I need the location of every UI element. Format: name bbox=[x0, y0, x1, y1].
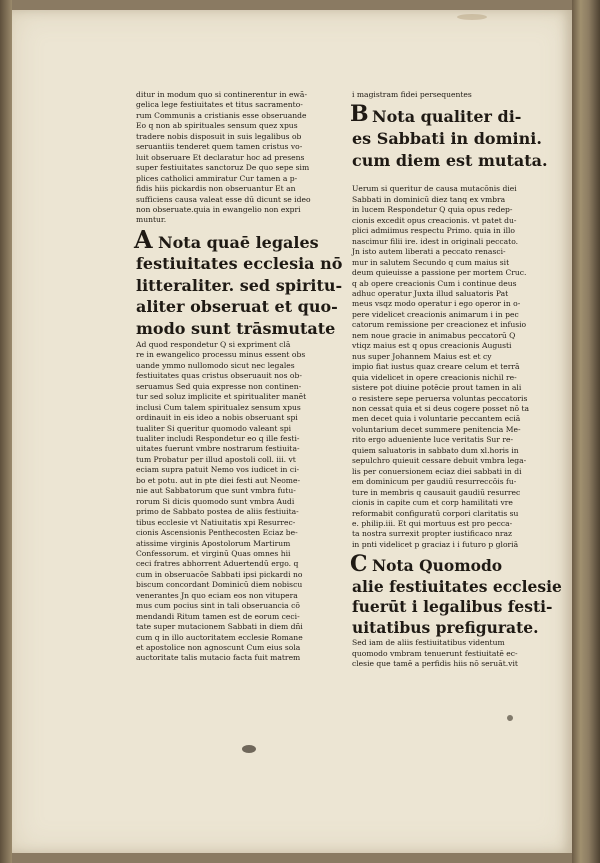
text-line: sistere pot diuine potēcie prout tamen in ali bbox=[352, 383, 522, 393]
text-line: Ad quod respondetur Q si expriment clā bbox=[136, 339, 291, 349]
heading-line: cum diem est mutata. bbox=[352, 151, 548, 171]
text-line: tualiter Si queritur quomodo valeant spi bbox=[136, 423, 292, 433]
text-line: in lucem Respondetur Q quia opus redep- bbox=[352, 205, 513, 215]
text-line: Jn isto autem liberati a peccato renasci- bbox=[352, 247, 506, 257]
text-line: cionis excedit opus creacionis. vt patet du- bbox=[352, 215, 517, 225]
text-line: vtiqz maius est q opus creacionis Augusti bbox=[352, 341, 512, 351]
text-line: tur sed soluz implicite et spiritualiter manēt bbox=[136, 392, 307, 402]
text-line: venerantes Jn quo eciam eos non vitupera bbox=[136, 590, 298, 600]
right-section-heading-1 bbox=[350, 101, 567, 178]
text-line: Uerum si queritur de causa mutacōnis diei bbox=[352, 184, 517, 194]
heading-line: es Sabbati in domini. bbox=[352, 129, 542, 149]
text-line: ceci fratres abhorrent Aduertendū ergo. q bbox=[136, 559, 299, 569]
right-lead-line-text: i magistram fidei persequentes bbox=[352, 90, 472, 99]
text-line: luit obseruare Et declaratur hoc ad presens bbox=[136, 152, 305, 162]
text-line: impio fiat iustus quaz creare celum et terrā bbox=[352, 362, 520, 372]
text-line: sufficiens causa valeat esse dū dicunt se ideo bbox=[136, 194, 311, 204]
text-line: tradere nobis disposuit in suis legalibus ob bbox=[136, 131, 302, 141]
right-paragraph-1 bbox=[352, 184, 567, 550]
facing-leaf-edge bbox=[0, 0, 12, 863]
text-line: biscum concordant Dominicū diem nobiscu bbox=[136, 580, 303, 590]
text-line: eciam supra patuit Nemo vos iudicet in ci- bbox=[136, 465, 300, 475]
initial-letter-c: C bbox=[350, 551, 368, 578]
text-line: Sabbati in dominicū diez tanq ex vmbra bbox=[352, 194, 506, 204]
book-page bbox=[12, 10, 572, 853]
text-line: pere videlicet creacionis animarum i in pec bbox=[352, 309, 519, 319]
text-line: rum Communis a cristianis esse obseruande bbox=[136, 110, 307, 120]
initial-letter-b: B bbox=[350, 101, 369, 128]
text-line: seruamus Sed quia expresse non continen- bbox=[136, 381, 302, 391]
text-line: nem noue gracie in animabus peccatorū Q bbox=[352, 330, 516, 340]
text-line: reformabit configuratū corpori claritatis su bbox=[352, 508, 519, 518]
text-line: o resistere sepe peruersa voluntas peccatoris bbox=[352, 393, 528, 403]
text-line: sepulchro quieuit cessare debuit vmbra lega- bbox=[352, 456, 527, 466]
text-line: super festiuitates sanctoruz De quo sepe sim bbox=[136, 163, 310, 173]
text-line: festiuitates quas cristus obseruauit nos ob- bbox=[136, 371, 302, 381]
text-line: deum quieuisse a passione per mortem Cruc. bbox=[352, 268, 527, 278]
heading-line: Nota Quomodo bbox=[372, 556, 503, 576]
text-line: uande ymmo nullomodo sicut nec legales bbox=[136, 360, 295, 370]
text-line: re in ewangelico processu minus essent obs bbox=[136, 350, 306, 360]
text-line: men decet quia i voluntarie peccantem eciā bbox=[352, 414, 521, 424]
text-line: primo de Sabbato postea de aliis festiuita- bbox=[136, 507, 299, 517]
right-lead-line bbox=[352, 90, 567, 100]
heading-line: Nota quaē legales bbox=[158, 232, 319, 252]
text-line: q ab opere creacionis Cum i continue deus bbox=[352, 278, 517, 288]
text-line: fidis hiis pickardis non obseruantur Et an bbox=[136, 184, 296, 194]
heading-line: modo sunt trāsmutate bbox=[136, 318, 336, 338]
text-line: nus super Johannem Maius est et cy bbox=[352, 351, 492, 361]
heading-line: litteraliter. sed spiritu- bbox=[136, 275, 343, 295]
paper-stain bbox=[457, 14, 487, 20]
heading-line: aliter obseruat et quo- bbox=[136, 297, 338, 317]
text-line: non obseruate.quia in ewangelio non expri bbox=[136, 204, 301, 214]
text-line: ditur in modum quo si continerentur in ewã- bbox=[136, 90, 308, 99]
text-line: bo et potu. aut in pte diei festi aut Neome- bbox=[136, 475, 301, 485]
text-line: tualiter includi Respondetur eo q ille festi- bbox=[136, 433, 300, 443]
text-line: rito ergo adueniente luce veritatis Sur re- bbox=[352, 435, 514, 445]
right-column bbox=[352, 90, 567, 670]
text-line: gelica lege festiuitates et titus sacramento- bbox=[136, 100, 303, 110]
text-line: cionis Ascensionis Penthecosten Eciaz be- bbox=[136, 528, 298, 538]
ink-blot bbox=[242, 745, 256, 753]
text-line: cum q in illo auctoritatem ecclesie Romane bbox=[136, 632, 303, 642]
text-line: muntur. bbox=[136, 215, 167, 225]
text-line: quiem saluatoris in sabbato dum xl.horis in bbox=[352, 445, 519, 455]
text-line: Confessorum. et virginū Quas omnes hii bbox=[136, 548, 291, 558]
text-line: in pnti videlicet p graciaz i i futuro p gloriā bbox=[352, 539, 519, 549]
text-line: Eo q non ab spirituales sensum quez xpus bbox=[136, 121, 298, 131]
text-line: mur in salutem Secundo q cum maius sit bbox=[352, 257, 510, 267]
text-line: et apostolice non agnoscunt Cum eius sola bbox=[136, 643, 301, 653]
heading-line: fuerūt i legalibus festi- bbox=[352, 597, 553, 617]
text-line: quomodo vmbram tenuerunt festiuitatē ec- bbox=[352, 648, 518, 658]
left-section-heading bbox=[134, 224, 356, 340]
text-line: mendandi Ritum tamen est de eorum ceci- bbox=[136, 611, 300, 621]
ink-blot bbox=[507, 715, 513, 721]
text-line: atissime virginis Apostolorum Martirum bbox=[136, 538, 291, 548]
text-line: mus cum pocius sint in tali obseruancia cō bbox=[136, 601, 300, 611]
text-line: lis per conuersionem eciaz diei sabbati in di bbox=[352, 466, 522, 476]
text-line: plices catholici ammiratur Cur tamen a p- bbox=[136, 173, 298, 183]
text-line: nascimur filii ire. idest in originali peccato. bbox=[352, 236, 519, 246]
text-line: quia videlicet in opere creacionis nichil re- bbox=[352, 372, 517, 382]
text-line: auctoritate talis mutacio facta fuit matrem bbox=[136, 653, 301, 663]
heading-line: Nota qualiter di- bbox=[372, 107, 522, 127]
left-paragraph-2 bbox=[136, 340, 356, 664]
text-line: adhuc operatur Juxta illud saluatoris Pat bbox=[352, 288, 509, 298]
heading-other-feasts bbox=[352, 556, 562, 638]
text-line: non cessat quia et si deus cogere posset nō ta bbox=[352, 403, 530, 413]
text-line: inclusi Cum talem spiritualez sensum xpus bbox=[136, 402, 301, 412]
right-section-heading-2 bbox=[350, 551, 567, 638]
text-line: plici admiimus respectu Primo. quia in illo bbox=[352, 226, 515, 236]
text-line: tate super mutacionem Sabbati in diem dñi bbox=[136, 622, 303, 632]
text-line: tibus ecclesie vt Natiuitatis xpi Resurrec- bbox=[136, 517, 296, 527]
text-line: cionis in capite cum et corp hamilitati vre bbox=[352, 498, 513, 508]
heading-line: festiuitates ecclesia nō bbox=[136, 254, 343, 274]
text-line: clesie que tamē a perfidis hiis nō seruāt.vit bbox=[352, 659, 518, 669]
text-line: uitates fuerunt vmbre nostrarum festiuita- bbox=[136, 444, 300, 454]
text-line: tum Probatur per illud apostoli coll. iii. vt bbox=[136, 454, 296, 464]
text-line: rorum Si dicis quomodo sunt vmbra Audi bbox=[136, 496, 295, 506]
left-paragraph-1 bbox=[136, 90, 356, 226]
heading-sabbath-changed bbox=[352, 106, 548, 172]
text-line: ture in membris q causauit gaudiū resurrec bbox=[352, 487, 521, 497]
text-line: catorum remissione per creacionez et infusio bbox=[352, 320, 527, 330]
text-line: seruantiis tenderet quem tamen cristus vo- bbox=[136, 142, 303, 152]
text-line: ordinauit in eis ideo a nobis obseruant spi bbox=[136, 413, 298, 423]
heading-line: alie festiuitates ecclesie bbox=[352, 576, 562, 596]
text-line: voluntarium decet summere penitencia Me- bbox=[352, 424, 521, 434]
text-line: e. philip.iii. Et qui mortuus est pro pecca- bbox=[352, 518, 513, 528]
text-line: nie aut Sabbatorum que sunt vmbra futu- bbox=[136, 486, 296, 496]
text-line: meus vsqz modo operatur i ego operor in o- bbox=[352, 299, 521, 309]
text-line: em dominicum per gaudiū resurreccōis fu- bbox=[352, 477, 517, 487]
left-column bbox=[136, 90, 356, 664]
right-paragraph-2 bbox=[352, 638, 567, 669]
book-gutter bbox=[572, 0, 600, 863]
heading-line: uitatibus prefigurate. bbox=[352, 617, 539, 637]
initial-letter-a: A bbox=[134, 224, 153, 254]
heading-legal-feasts bbox=[136, 232, 342, 340]
text-line: cum in obseruacōe Sabbati ipsi pickardi no bbox=[136, 569, 303, 579]
text-line: Sed iam de aliis festiuitatibus videntum bbox=[352, 638, 505, 648]
text-line: ta nostra surrexit propter iustificaco nraz bbox=[352, 529, 513, 539]
